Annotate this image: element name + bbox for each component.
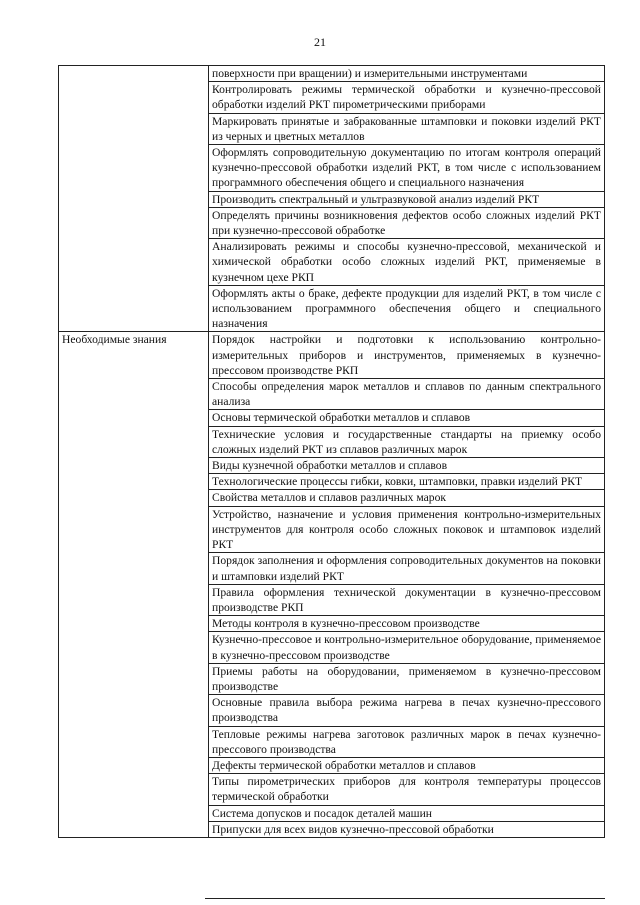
knowledge-item: Правила оформления технической документации в кузнечно-прессовом производстве РКП — [209, 584, 605, 615]
skill-item: Маркировать принятые и забракованные штамповки и поковки изделий РКТ из черных и цветных металлов — [209, 113, 605, 144]
skill-item: поверхности при вращении) и измерительными инструментами — [209, 66, 605, 82]
skill-item: Производить спектральный и ультразвуковой анализ изделий РКТ — [209, 191, 605, 207]
knowledge-item: Основные правила выбора режима нагрева в печах кузнечно-прессового производства — [209, 695, 605, 726]
skill-item: Анализировать режимы и способы кузнечно-прессовой, механической и химической обработки особо сложных изделий РКТ, применяемые в кузнечном цехе РКП — [209, 239, 605, 286]
knowledge-item: Типы пирометрических приборов для контроля температуры процессов термической обработки — [209, 774, 605, 805]
page-number: 21 — [314, 35, 326, 49]
skill-item: Контролировать режимы термической обработки и кузнечно-прессовой обработки изделий РКТ пирометрическими приборами — [209, 82, 605, 113]
knowledge-item: Способы определения марок металлов и сплавов по данным спектрального анализа — [209, 379, 605, 410]
skills-label-cell — [59, 66, 209, 332]
competency-table-body — [59, 66, 605, 838]
knowledge-item: Тепловые режимы нагрева заготовок различных марок в печах кузнечно-прессового производства — [209, 726, 605, 757]
knowledge-item: Кузнечно-прессовое и контрольно-измерительное оборудование, применяемое в кузнечно-прессовом производстве — [209, 632, 605, 663]
competency-table — [58, 65, 605, 838]
knowledge-item: Методы контроля в кузнечно-прессовом производстве — [209, 616, 605, 632]
knowledge-item: Технологические процессы гибки, ковки, штамповки, правки изделий РКТ — [209, 474, 605, 490]
knowledge-item: Припуски для всех видов кузнечно-прессовой обработки — [209, 821, 605, 837]
knowledge-item: Виды кузнечной обработки металлов и сплавов — [209, 458, 605, 474]
knowledge-item: Приемы работы на оборудовании, применяемом в кузнечно-прессовом производстве — [209, 663, 605, 694]
knowledge-label-cell: Необходимые знания — [59, 332, 209, 838]
table-row — [59, 66, 605, 82]
knowledge-item: Основы термической обработки металлов и сплавов — [209, 410, 605, 426]
skill-item: Оформлять сопроводительную документацию по итогам контроля операций кузнечно-прессовой обработки изделий РКТ, в том числе с использованием программного обеспечения общего и специального назначения — [209, 145, 605, 192]
knowledge-item: Порядок заполнения и оформления сопроводительных документов на поковки и штамповки изделий РКТ — [209, 553, 605, 584]
knowledge-item: Дефекты термической обработки металлов и сплавов — [209, 757, 605, 773]
table-row — [59, 332, 605, 379]
knowledge-item: Свойства металлов и сплавов различных марок — [209, 490, 605, 506]
knowledge-item: Порядок настройки и подготовки к использованию контрольно-измерительных приборов и инструментов, применяемых в кузнечно-прессовом производстве РКП — [209, 332, 605, 379]
table-bottom-border — [205, 898, 605, 899]
knowledge-item: Устройство, назначение и условия применения контрольно-измерительных инструментов для контроля особо сложных поковок и штамповок изделий РКТ — [209, 506, 605, 553]
knowledge-item: Система допусков и посадок деталей машин — [209, 805, 605, 821]
knowledge-item: Технические условия и государственные стандарты на приемку особо сложных изделий РКТ из сплавов различных марок — [209, 426, 605, 457]
skill-item: Определять причины возникновения дефектов особо сложных изделий РКТ при кузнечно-прессовой обработке — [209, 207, 605, 238]
skill-item: Оформлять акты о браке, дефекте продукции для изделий РКТ, в том числе с использованием программного обеспечения общего и специального назначения — [209, 285, 605, 332]
